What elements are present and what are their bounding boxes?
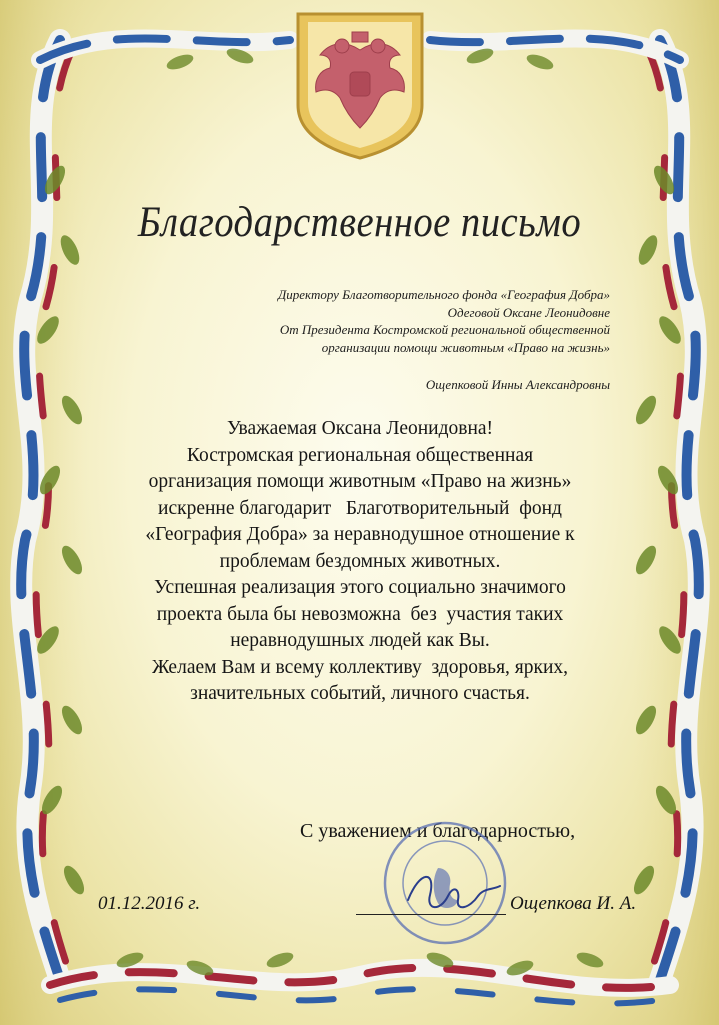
body-line: организация помощи животным «Право на жизнь» [148, 471, 572, 492]
addressee-line: От Президента Костромской региональной общественной [279, 322, 610, 337]
body-line: неравнодушных людей как Вы. [230, 630, 490, 651]
handwritten-signature [400, 860, 510, 920]
body-line: Успешная реализация этого социально значимого [154, 577, 566, 598]
letter-title: Благодарственное письмо [137, 199, 582, 246]
body-line: значительных событий, личного счастья. [190, 683, 530, 704]
body-line: искренне благодарит Благотворительный фонд [158, 497, 562, 519]
body-line: проекта была бы невозможна без участия таких [156, 603, 564, 625]
body-line: Желаем Вам и всему коллективу здоровья, ярких, [151, 656, 569, 678]
double-headed-eagle-icon [290, 10, 430, 160]
letter-body [90, 416, 630, 708]
sender-name: Ощепковой Инны Александровны [425, 377, 610, 392]
signer-name: Ощепкова И. А. [510, 893, 637, 914]
addressee-line: Директору Благотворительного фонда «География Добра» [278, 287, 610, 302]
body-line: Костромская региональная общественная [186, 444, 534, 466]
letter-date: 01.12.2016 г. [98, 893, 201, 914]
body-line: проблемам бездомных животных. [219, 550, 501, 572]
greeting: Уважаемая Оксана Леонидовна! [226, 418, 494, 439]
body-line: «География Добра» за неравнодушное отношение к [145, 524, 575, 545]
addressee-block [200, 286, 610, 394]
addressee-line: Одеговой Оксане Леонидовне [447, 304, 610, 320]
addressee-line: организации помощи животным «Право на жизнь» [321, 339, 610, 355]
closing-phrase: С уважением и благодарностью, [300, 820, 576, 842]
signature-line [356, 914, 506, 915]
